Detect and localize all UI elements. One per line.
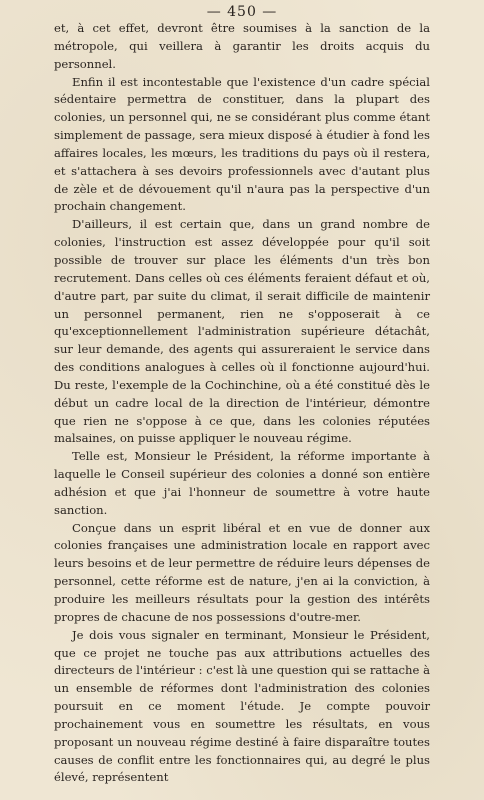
page-number: — 450 — <box>206 4 278 20</box>
paragraph-1: et, à cet effet, devront être soumises à la sanction de la métropole, qui veillera à garantir les droits acquis du personnel. <box>54 21 430 71</box>
paragraph-6: Je dois vous signaler en terminant, Monsieur le Président, que ce projet ne touche pas aux attributions actuelles des directeurs de l'intérieur : c'est là une question qui se rattache à un ensemble de réformes dont l'administration des colonies poursuit en ce moment l'étude. Je compte pouvoir prochainement vous en soumettre les résultats, en vous proposant un nouveau régime destiné à faire disparaître toutes causes de conflit entre les fonctionnaires qui, au degré le plus élevé, représentent <box>54 627 430 785</box>
paragraph-2: Enfin il est incontestable que l'existence d'un cadre spécial sédentaire permettra de constituer, dans la plupart des colonies, un personnel qui, ne se considérant plus comme étant simplement de passage, sera mieux disposé à étudier à fond les affaires locales, les mœurs, les traditions du pays où il restera, et s'attachera à ses devoirs professionnels avec d'autant plus de zèle et de dévouement qu'il n'aura pas la perspective d'un prochain changement. <box>54 74 430 214</box>
paragraph-4: Telle est, Monsieur le Président, la réforme importante à laquelle le Conseil supérieur des colonies a donné son entière adhésion et que j'ai l'honneur de soumettre à votre haute sanction. <box>54 449 430 517</box>
body-text <box>54 20 430 787</box>
paragraph-3: D'ailleurs, il est certain que, dans un grand nombre de colonies, l'instruction est assez développée pour qu'il soit possible de trouver sur place les éléments d'un très bon recrutement. Dans celles où ces éléments feraient défaut et où, d'autre part, par suite du climat, il serait difficile de maintenir un personnel permanent, rien ne s'opposerait à ce qu'exceptionnellement l'administration supérieure détachât, sur leur demande, des agents qui assureraient le service dans des conditions analogues à celles où il fonctionne aujourd'hui. Du reste, l'exemple de la Cochinchine, où a été constitué dès le début un cadre local de la direction de l'intérieur, démontre que rien ne s'oppose à ce que, dans les colonies réputées malsaines, on puisse appliquer le nouveau régime. <box>54 217 430 446</box>
paragraph-5: Conçue dans un esprit libéral et en vue de donner aux colonies françaises une administration locale en rapport avec leurs besoins et de leur permettre de réduire leurs dépenses de personnel, cette réforme est de nature, j'en ai la conviction, à produire les meilleurs résultats pour la gestion des intérêts propres de chacune de nos possessions d'outre-mer. <box>54 520 430 624</box>
